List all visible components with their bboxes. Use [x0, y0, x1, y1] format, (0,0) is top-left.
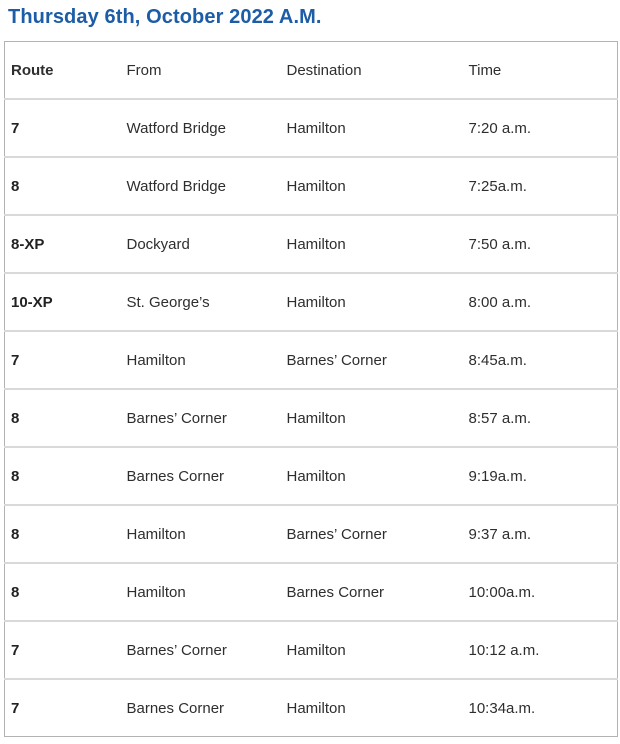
table-row — [5, 157, 618, 215]
route-cell: 7 — [5, 679, 121, 737]
table-row — [5, 563, 618, 621]
from-cell: Hamilton — [121, 563, 281, 621]
table-row — [5, 447, 618, 505]
table-row — [5, 505, 618, 563]
from-cell: St. George’s — [121, 273, 281, 331]
destination-cell: Hamilton — [281, 447, 463, 505]
time-cell: 9:19a.m. — [463, 447, 618, 505]
from-cell: Barnes Corner — [121, 679, 281, 737]
time-cell: 8:57 a.m. — [463, 389, 618, 447]
route-cell: 8 — [5, 505, 121, 563]
destination-cell: Hamilton — [281, 157, 463, 215]
route-cell: 10-XP — [5, 273, 121, 331]
time-cell: 7:25a.m. — [463, 157, 618, 215]
time-cell: 9:37 a.m. — [463, 505, 618, 563]
timetable — [4, 41, 618, 737]
route-cell: 8 — [5, 447, 121, 505]
time-cell: 7:50 a.m. — [463, 215, 618, 273]
table-header-row — [5, 42, 618, 100]
destination-cell: Hamilton — [281, 679, 463, 737]
route-cell: 8 — [5, 563, 121, 621]
table-row — [5, 99, 618, 157]
route-cell: 8 — [5, 157, 121, 215]
route-cell: 7 — [5, 99, 121, 157]
destination-cell: Barnes’ Corner — [281, 505, 463, 563]
time-cell: 10:12 a.m. — [463, 621, 618, 679]
column-header-time: Time — [468, 61, 502, 79]
route-cell: 7 — [5, 621, 121, 679]
column-header-from: From — [126, 61, 162, 79]
from-cell: Barnes’ Corner — [121, 389, 281, 447]
route-cell: 8 — [5, 389, 121, 447]
page-title: Thursday 6th, October 2022 A.M. — [8, 6, 322, 28]
table-row — [5, 215, 618, 273]
time-cell: 7:20 a.m. — [463, 99, 618, 157]
destination-cell: Hamilton — [281, 273, 463, 331]
destination-cell: Barnes’ Corner — [281, 331, 463, 389]
destination-cell: Barnes Corner — [281, 563, 463, 621]
time-cell: 8:00 a.m. — [463, 273, 618, 331]
time-cell: 10:00a.m. — [463, 563, 618, 621]
from-cell: Dockyard — [121, 215, 281, 273]
from-cell: Watford Bridge — [121, 99, 281, 157]
from-cell: Hamilton — [121, 505, 281, 563]
time-cell: 10:34a.m. — [463, 679, 618, 737]
from-cell: Watford Bridge — [121, 157, 281, 215]
destination-cell: Hamilton — [281, 621, 463, 679]
table-row — [5, 389, 618, 447]
table-row — [5, 331, 618, 389]
destination-cell: Hamilton — [281, 389, 463, 447]
from-cell: Barnes’ Corner — [121, 621, 281, 679]
destination-cell: Hamilton — [281, 215, 463, 273]
table-row — [5, 679, 618, 737]
from-cell: Barnes Corner — [121, 447, 281, 505]
column-header-route: Route — [11, 61, 54, 79]
from-cell: Hamilton — [121, 331, 281, 389]
table-row — [5, 621, 618, 679]
time-cell: 8:45a.m. — [463, 331, 618, 389]
route-cell: 8-XP — [5, 215, 121, 273]
route-cell: 7 — [5, 331, 121, 389]
table-row — [5, 273, 618, 331]
column-header-destination: Destination — [286, 61, 362, 79]
destination-cell: Hamilton — [281, 99, 463, 157]
